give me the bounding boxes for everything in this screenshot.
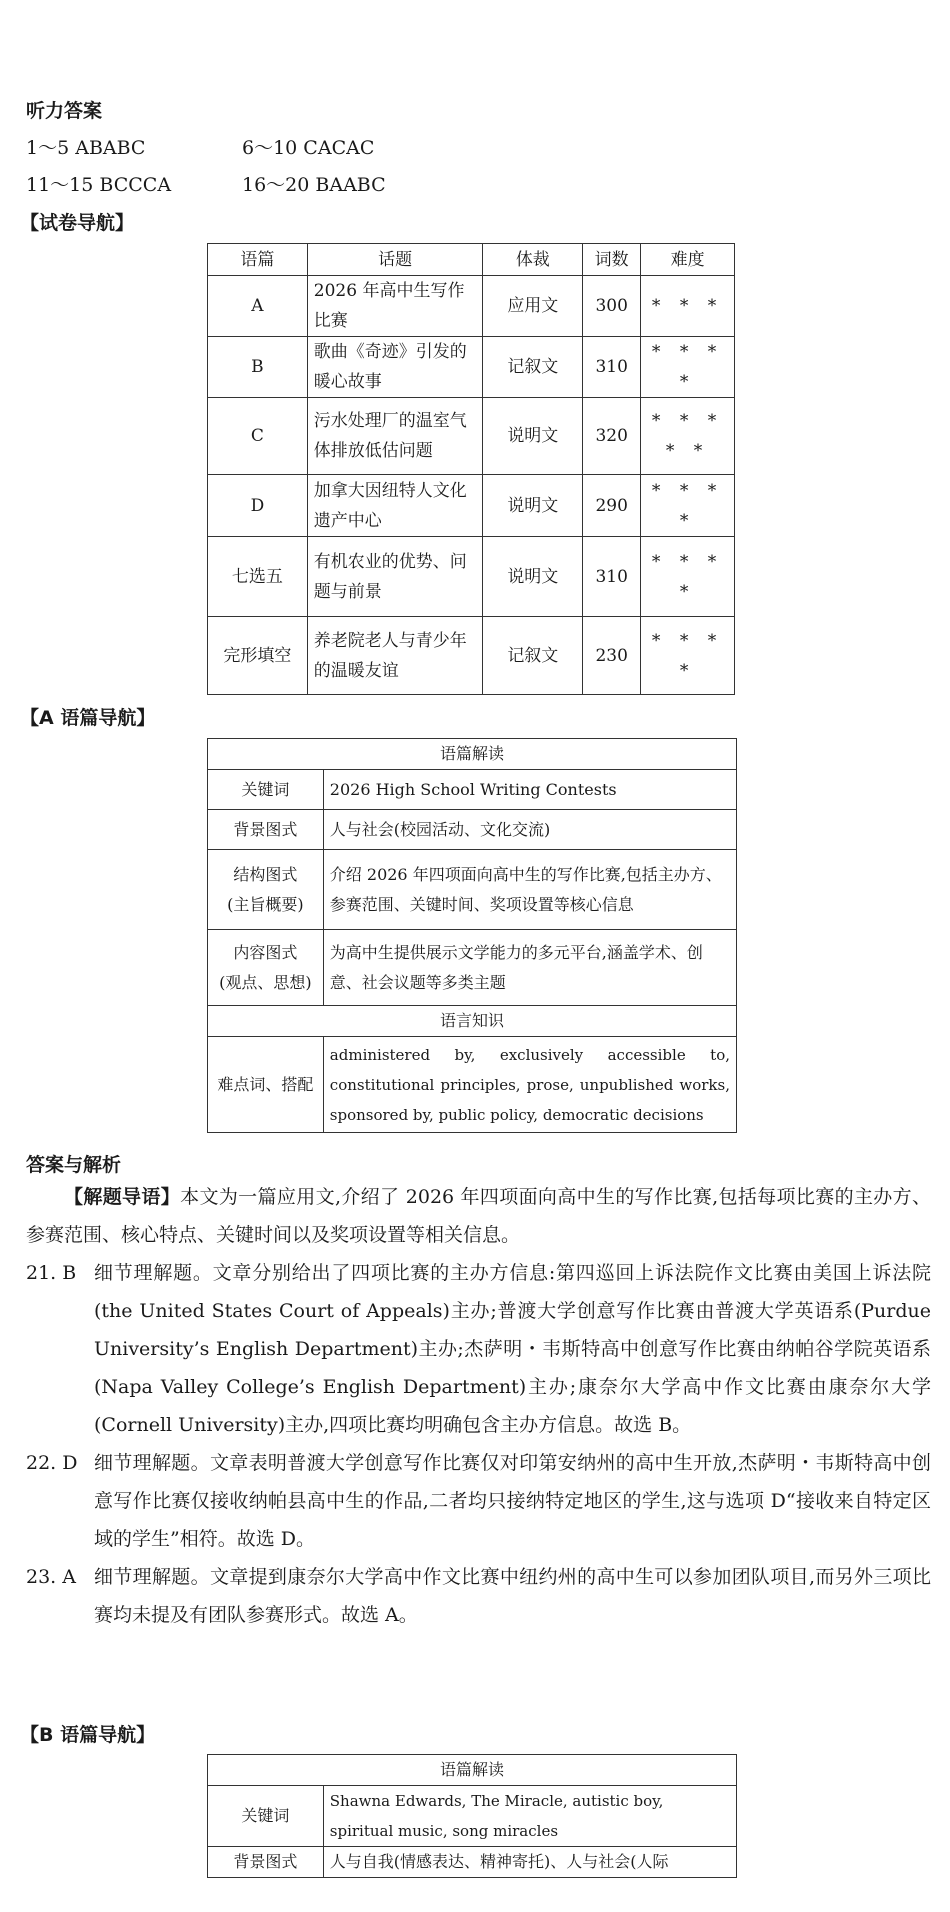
genre-cell: 说明文 — [483, 537, 583, 617]
b-nav-table — [207, 1754, 737, 1878]
col-header: 词数 — [583, 244, 641, 276]
listening-answer: 1～5 ABABC — [26, 137, 146, 159]
guide-paragraph — [26, 1178, 931, 1254]
listening-answer: 11～15 BCCCA — [26, 174, 172, 196]
b-nav-title: 【B 语篇导航】 — [20, 1724, 156, 1746]
table-row — [208, 617, 735, 695]
row-value: Shawna Edwards, The Miracle, autistic boy, spiritual music, song miracles — [323, 1786, 736, 1847]
b-nav-clip — [207, 1754, 741, 1871]
row-label: 结构图式 (主旨概要) — [208, 850, 324, 930]
row-value: administered by, exclusively accessible to, constitutional principles, prose, unpublished works, sponsored by, public policy, democratic decisions — [323, 1037, 736, 1133]
table-row — [208, 537, 735, 617]
a-nav-title: 【A 语篇导航】 — [20, 707, 156, 729]
table-row — [208, 1037, 737, 1133]
reading-header: 语篇解读 — [208, 1755, 737, 1786]
table-row — [208, 810, 737, 850]
genre-cell: 应用文 — [483, 276, 583, 337]
table-header-row — [208, 1755, 737, 1786]
row-label: 背景图式 — [208, 1847, 324, 1878]
words-cell: 310 — [583, 537, 641, 617]
topic-cell: 有机农业的优势、问题与前景 — [307, 537, 483, 617]
difficulty-cell: * * * * — [641, 475, 735, 537]
difficulty-cell: * * * * — [641, 537, 735, 617]
answer-number: 21. B — [26, 1262, 77, 1284]
section-cell: D — [208, 475, 308, 537]
words-cell: 300 — [583, 276, 641, 337]
guide-label: 【解题导语】 — [64, 1186, 181, 1208]
section-cell: 七选五 — [208, 537, 308, 617]
genre-cell: 说明文 — [483, 475, 583, 537]
genre-cell: 记叙文 — [483, 617, 583, 695]
answer-text: 细节理解题。文章分别给出了四项比赛的主办方信息:第四巡回上诉法院作文比赛由美国上诉法院(the United States Court of Appeals)主办;普渡大学创意写作比赛由普渡大学英语系(Purdue University’s English Department)主办;杰萨明・韦斯特高中创意写作比赛由纳帕谷学院英语系(Napa Valley College’s English Department)主办;康奈尔大学高中作文比赛由康奈尔大学(Cornell University)主办,四项比赛均明确包含主办方信息。故选 B。 — [94, 1262, 931, 1436]
answers-body — [26, 1178, 931, 1634]
topic-cell: 污水处理厂的温室气体排放低估问题 — [307, 398, 483, 475]
row-value: 介绍 2026 年四项面向高中生的写作比赛,包括主办方、参赛范围、关键时间、奖项设置等核心信息 — [323, 850, 736, 930]
col-header: 难度 — [641, 244, 735, 276]
row-label: 难点词、搭配 — [208, 1037, 324, 1133]
table-row — [208, 276, 735, 337]
row-label: 关键词 — [208, 770, 324, 810]
words-cell: 310 — [583, 337, 641, 398]
row-value: 为高中生提供展示文学能力的多元平台,涵盖学术、创意、社会议题等多类主题 — [323, 930, 736, 1006]
difficulty-cell: * * * — [641, 276, 735, 337]
row-label: 背景图式 — [208, 810, 324, 850]
col-header: 语篇 — [208, 244, 308, 276]
table-row — [208, 930, 737, 1006]
exam-nav-title: 【试卷导航】 — [20, 212, 135, 234]
table-row — [208, 398, 735, 475]
row-label: 内容图式 (观点、思想) — [208, 930, 324, 1006]
row-value: 2026 High School Writing Contests — [323, 770, 736, 810]
table-header-row — [208, 739, 737, 770]
col-header: 话题 — [307, 244, 483, 276]
table-row — [208, 1786, 737, 1847]
genre-cell: 说明文 — [483, 398, 583, 475]
reading-header: 语篇解读 — [208, 739, 737, 770]
row-value: 人与自我(情感表达、精神寄托)、人与社会(人际 — [323, 1847, 736, 1878]
section-cell: B — [208, 337, 308, 398]
col-header: 体裁 — [483, 244, 583, 276]
answer-item — [26, 1558, 931, 1634]
answer-text: 细节理解题。文章表明普渡大学创意写作比赛仅对印第安纳州的高中生开放,杰萨明・韦斯特高中创意写作比赛仅接收纳帕县高中生的作品,二者均只接纳特定地区的学生,这与选项 D“接收来自特定区域的学生”相符。故选 D。 — [94, 1452, 931, 1550]
genre-cell: 记叙文 — [483, 337, 583, 398]
table-header-row — [208, 244, 735, 276]
row-value: 人与社会(校园活动、文化交流) — [323, 810, 736, 850]
exam-nav-table — [207, 243, 735, 695]
words-cell: 320 — [583, 398, 641, 475]
listening-answer: 6～10 CACAC — [242, 137, 375, 159]
table-row — [208, 337, 735, 398]
table-row — [208, 1847, 737, 1878]
difficulty-cell: * * * * — [641, 337, 735, 398]
table-row — [208, 770, 737, 810]
section-cell: C — [208, 398, 308, 475]
answers-title: 答案与解析 — [26, 1154, 122, 1176]
listening-answer: 16～20 BAABC — [242, 174, 386, 196]
row-label: 关键词 — [208, 1786, 324, 1847]
topic-cell: 歌曲《奇迹》引发的暖心故事 — [307, 337, 483, 398]
words-cell: 230 — [583, 617, 641, 695]
listening-title: 听力答案 — [26, 100, 103, 122]
a-nav-table — [207, 738, 737, 1133]
section-cell: 完形填空 — [208, 617, 308, 695]
answer-item — [26, 1444, 931, 1558]
answer-number: 22. D — [26, 1452, 78, 1474]
answer-number: 23. A — [26, 1566, 76, 1588]
difficulty-cell: * * * * — [641, 617, 735, 695]
topic-cell: 2026 年高中生写作比赛 — [307, 276, 483, 337]
section-cell: A — [208, 276, 308, 337]
difficulty-cell: * * * * * — [641, 398, 735, 475]
table-row — [208, 850, 737, 930]
table-row — [208, 475, 735, 537]
guide-text: 本文为一篇应用文,介绍了 2026 年四项面向高中生的写作比赛,包括每项比赛的主办方、参赛范围、核心特点、关键时间以及奖项设置等相关信息。 — [26, 1186, 931, 1246]
language-header: 语言知识 — [208, 1006, 737, 1037]
answer-text: 细节理解题。文章提到康奈尔大学高中作文比赛中纽约州的高中生可以参加团队项目,而另外三项比赛均未提及有团队参赛形式。故选 A。 — [94, 1566, 931, 1626]
words-cell: 290 — [583, 475, 641, 537]
table-header-row — [208, 1006, 737, 1037]
topic-cell: 加拿大因纽特人文化遗产中心 — [307, 475, 483, 537]
topic-cell: 养老院老人与青少年的温暖友谊 — [307, 617, 483, 695]
answer-item — [26, 1254, 931, 1444]
